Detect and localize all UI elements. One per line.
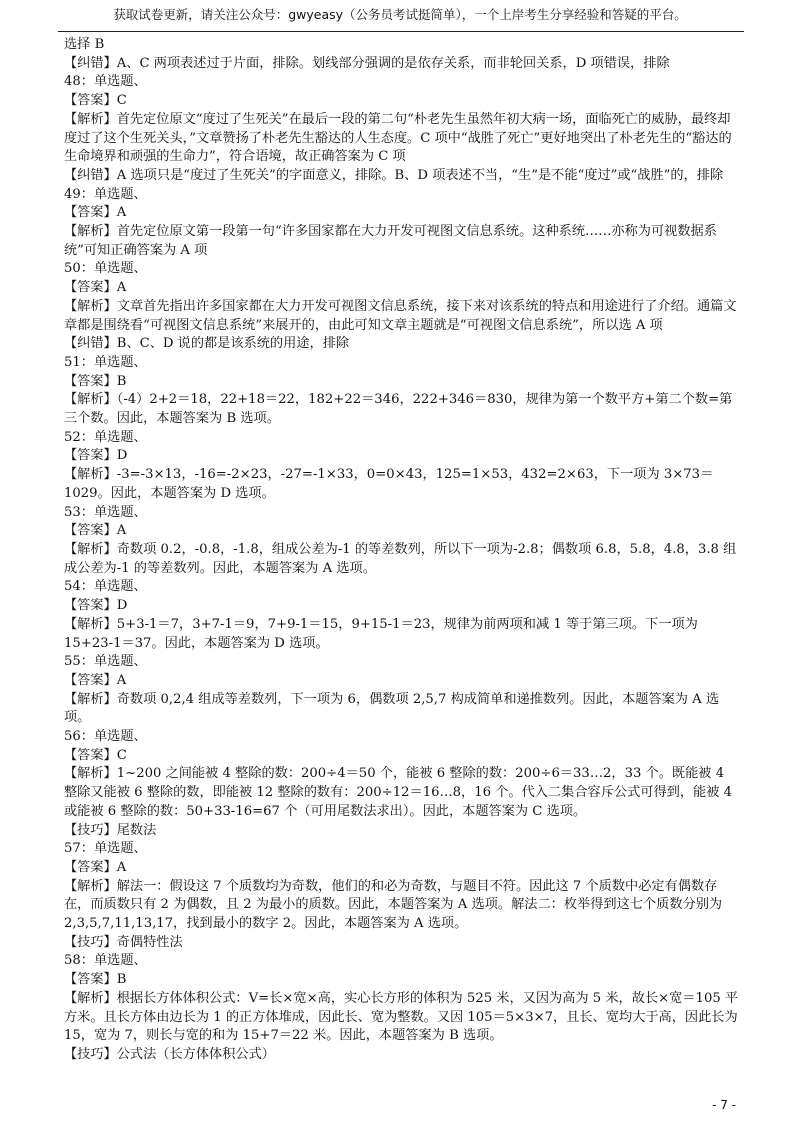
tip-line: 【技巧】公式法（长方体体积公式）: [64, 1046, 275, 1062]
analysis-paragraph: 【解析】（-4）2+2＝18，22+18＝22，182+22＝346，222+346＝830，规律为第一个数平方+第二个数=第三个数。因此，本题答案为 B 选项。: [64, 392, 733, 427]
tip-line: 【技巧】奇偶特性法: [64, 934, 183, 950]
answer-line: 【答案】B: [64, 972, 127, 988]
analysis-paragraph: 【解析】1~200 之间能被 4 整除的数：200÷4＝50 个，能被 6 整除的数：200÷6＝33…2，33 个。既能被 4 整除又能被 6 整除的数，即能被 12 整除的数有：200÷12＝16…8，16 个。代入二集合容斥公式可得到，能被 4 或能被 6 整除的数：50+33-16=67 个（可用尾数法求出）。因此，本题答案为 C 选项。: [64, 766, 732, 819]
analysis-paragraph: 【解析】5+3-1＝7，3+7-1＝9，7+9-1＝15，9+15-1＝23，规律为前两项和减 1 等于第三项。下一项为 15+23-1＝37。因此，本题答案为 D 选项。: [64, 616, 698, 651]
answer-line: 【答案】C: [64, 747, 127, 763]
answer-line: 【答案】A: [64, 523, 127, 539]
answer-line: 【答案】D: [64, 448, 128, 464]
correction-paragraph: 【纠错】B、C、D 说的都是该系统的用途，排除: [64, 336, 350, 352]
question-heading: 54：单选题、: [64, 579, 147, 595]
analysis-paragraph: 【解析】奇数项 0.2，-0.8，-1.8，组成公差为-1 的等差数列，所以下一项为-2.8；偶数项 6.8，5.8，4.8，3.8 组成公差为-1 的等差数列。因此，本题答案为 A 选项。: [64, 541, 737, 576]
header-text: 获取试卷更新，请关注公众号：gwyeasy（公务员考试挺简单），一个上岸考生分享经验和答疑的平台。: [113, 7, 687, 22]
answer-line: 【答案】A: [64, 672, 127, 688]
text-line: 选择 B: [64, 37, 105, 52]
question-heading: 48：单选题、: [64, 74, 147, 90]
analysis-paragraph: 【解析】首先定位原文“度过了生死关”在最后一段的第二句“朴老先生虽然年初大病一场，面临死亡的威胁，最终却度过了这个生死关头，”文章赞扬了朴老先生豁达的人生态度。C 项中“战胜了死亡”更好地突出了朴老先生的“豁达的生命境界和顽强的生命力”，符合语境，故正确答案为 C 项: [64, 111, 732, 165]
text-line: 【纠错】A、C 两项表述过于片面，排除。划线部分强调的是依存关系，而非轮回关系，D 项错误，排除: [64, 55, 670, 71]
analysis-paragraph: 【解析】文章首先指出许多国家都在大力开发可视图文信息系统，接下来对该系统的特点和用途进行了介绍。通篇文章都是围绕看“可视图文信息系统”来展开的，由此可知文章主题就是“可视图文信息系统”，所以选 A 项: [64, 298, 737, 333]
answer-line: 【答案】A: [64, 280, 127, 296]
question-heading: 57：单选题、: [64, 841, 147, 857]
analysis-paragraph: 【解析】奇数项 0,2,4 组成等差数列，下一项为 6，偶数项 2,5,7 构成简单和递推数列。因此，本题答案为 A 选项。: [64, 691, 720, 726]
answer-line: 【答案】C: [64, 93, 127, 109]
question-heading: 51：单选题、: [64, 354, 147, 370]
question-heading: 55：单选题、: [64, 654, 147, 670]
answer-line: 【答案】A: [64, 859, 127, 875]
answer-line: 【答案】A: [64, 205, 127, 221]
correction-paragraph: 【纠错】A 选项只是“度过了生死关”的字面意义，排除。B、D 项表述不当，“生”是不能“度过”或“战胜”的，排除: [64, 167, 724, 183]
question-heading: 50：单选题、: [64, 261, 147, 277]
answer-line: 【答案】B: [64, 373, 127, 389]
page-number: - 7 -: [712, 1098, 736, 1112]
analysis-paragraph: 【解析】解法一：假设这 7 个质数均为奇数，他们的和必为奇数，与题目不符。因此这 7 个质数中必定有偶数存在，而质数只有 2 为偶数，且 2 为最小的质数。因此，本题答案为 A 选项。解法二：枚举得到这七个质数分别为 2,3,5,7,11,13,17，找到最小的数字 2。因此，本题答案为 A 选项。: [64, 878, 723, 932]
tip-line: 【技巧】尾数法: [64, 822, 157, 838]
answer-line: 【答案】D: [64, 598, 128, 614]
header-divider: [58, 31, 744, 32]
question-heading: 56：单选题、: [64, 729, 147, 745]
analysis-paragraph: 【解析】首先定位原文第一段第一句“许多国家都在大力开发可视图文信息系统。这种系统……亦称为可视数据系统”可知正确答案为 A 项: [64, 224, 717, 258]
question-heading: 53：单选题、: [64, 504, 147, 520]
analysis-paragraph: 【解析】-3=-3×13，-16=-2×23，-27=-1×33，0=0×43，125=1×53，432=2×63，下一项为 3×73＝1029。因此，本题答案为 D 选项。: [64, 467, 714, 501]
document-body: [64, 36, 740, 1065]
question-heading: 49：单选题、: [64, 186, 147, 202]
analysis-paragraph: 【解析】根据长方体体积公式：V=长×宽×高，实心长方形的体积为 525 米，又因为高为 5 米，故长×宽＝105 平方米。且长方体由边长为 1 的正方体堆成，因此长、宽为整数。又因 105＝5×3×7，且长、宽均大于高，因此长为 15，宽为 7，则长与宽的和为 15+7＝22 米。因此，本题答案为 B 选项。: [64, 990, 739, 1044]
question-heading: 58：单选题、: [64, 953, 147, 969]
question-heading: 52：单选题、: [64, 429, 147, 445]
